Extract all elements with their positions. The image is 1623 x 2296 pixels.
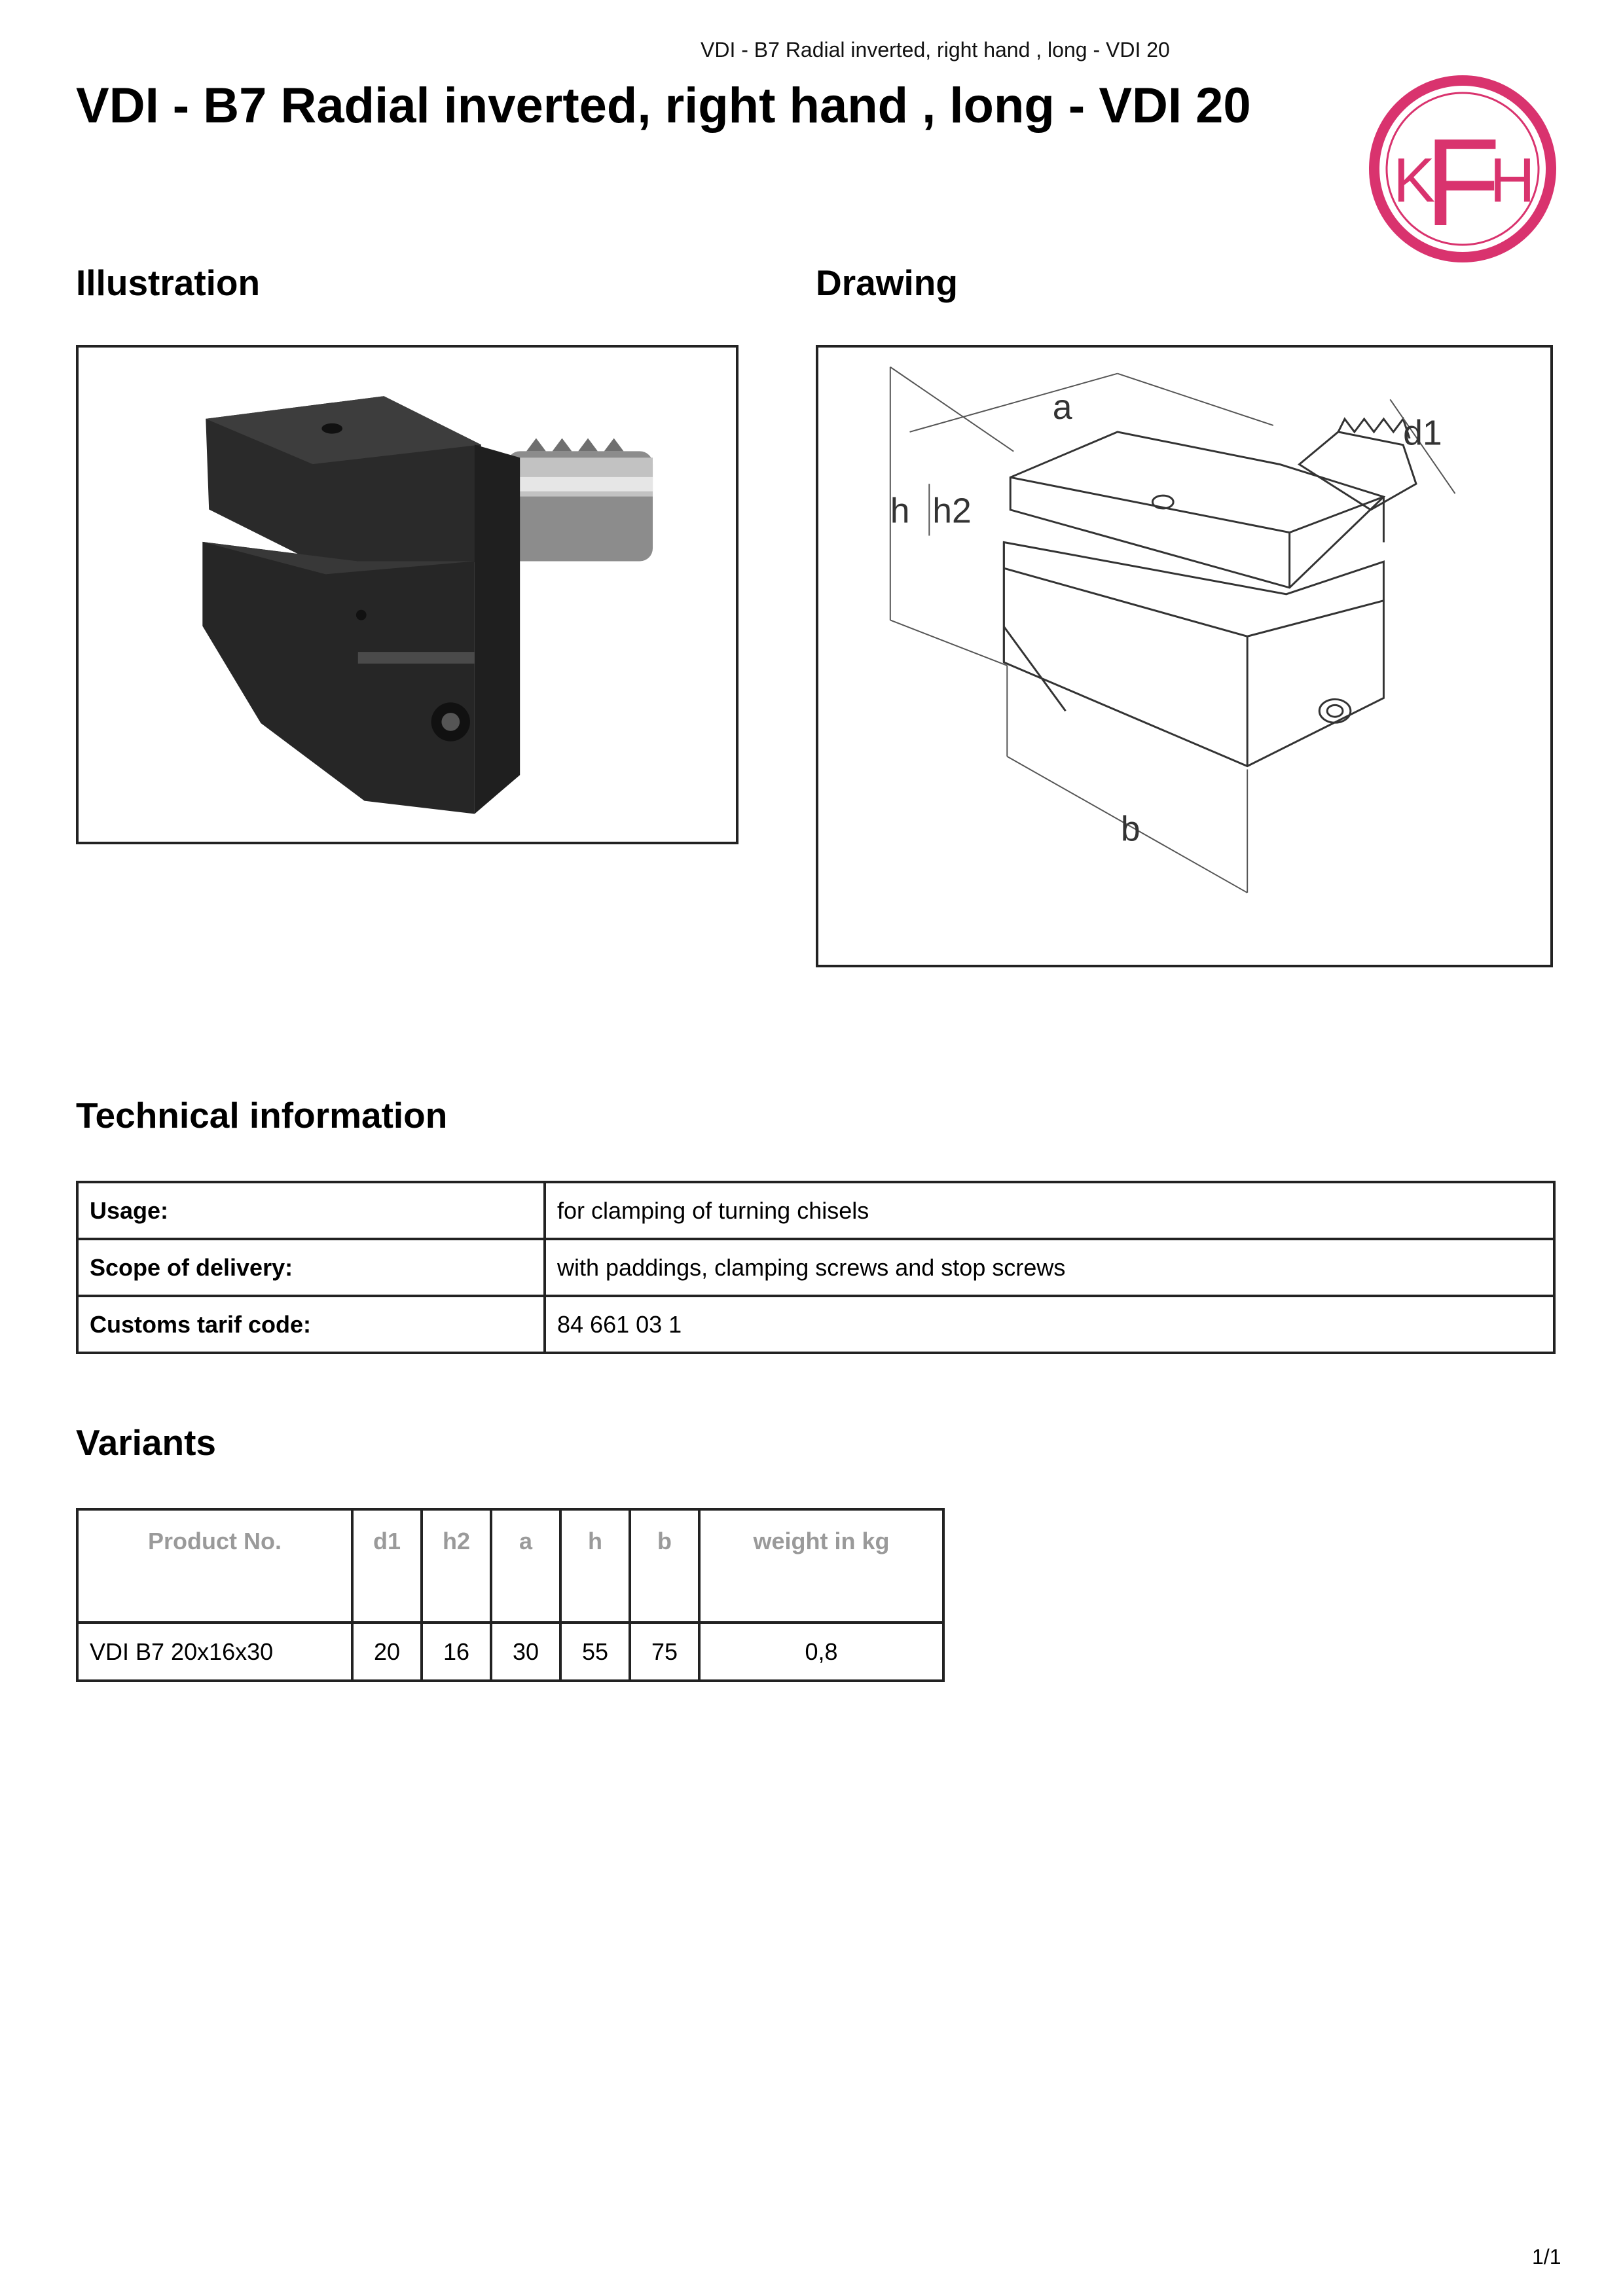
customs-value: 84 661 03 1 <box>545 1296 1554 1353</box>
dimension-label-b: b <box>1120 810 1140 849</box>
cell-product-no: VDI B7 20x16x30 <box>77 1623 352 1681</box>
page-number: 1/1 <box>1532 2245 1561 2269</box>
scope-label: Scope of delivery: <box>77 1239 545 1296</box>
dimension-label-d1: d1 <box>1403 414 1442 453</box>
usage-label: Usage: <box>77 1182 545 1239</box>
cell-h2: 16 <box>422 1623 491 1681</box>
technical-info-table <box>76 1181 1556 1354</box>
header-h: h <box>560 1509 630 1623</box>
table-row <box>77 1239 1554 1296</box>
scope-value: with paddings, clamping screws and stop screws <box>545 1239 1554 1296</box>
variants-heading: Variants <box>76 1422 217 1463</box>
dimension-label-h: h <box>890 492 910 531</box>
running-header: VDI - B7 Radial inverted, right hand , long - VDI 20 <box>701 38 1170 62</box>
illustration-frame <box>76 345 739 844</box>
logo-letter-f: F <box>1424 113 1501 252</box>
tool-holder-photo-icon <box>79 348 736 842</box>
page-title: VDI - B7 Radial inverted, right hand , long - VDI 20 <box>76 78 1251 134</box>
logo-graphic <box>1367 73 1558 264</box>
cell-h: 55 <box>560 1623 630 1681</box>
dimension-drawing-icon <box>818 348 1550 965</box>
header-d1: d1 <box>352 1509 422 1623</box>
header-a: a <box>491 1509 560 1623</box>
customs-label: Customs tarif code: <box>77 1296 545 1353</box>
table-row <box>77 1296 1554 1353</box>
dimension-label-a: a <box>1052 388 1072 427</box>
usage-value: for clamping of turning chisels <box>545 1182 1554 1239</box>
cell-weight: 0,8 <box>699 1623 943 1681</box>
drawing-heading: Drawing <box>816 262 958 303</box>
table-row <box>77 1623 943 1681</box>
table-header-row <box>77 1509 943 1623</box>
header-b: b <box>630 1509 699 1623</box>
illustration-heading: Illustration <box>76 262 261 303</box>
logo-letter-k: K <box>1393 145 1436 215</box>
cell-a: 30 <box>491 1623 560 1681</box>
header-h2: h2 <box>422 1509 491 1623</box>
kfh-logo <box>1367 73 1558 264</box>
cell-d1: 20 <box>352 1623 422 1681</box>
technical-heading: Technical information <box>76 1095 448 1136</box>
table-row <box>77 1182 1554 1239</box>
cell-b: 75 <box>630 1623 699 1681</box>
drawing-frame <box>816 345 1553 967</box>
logo-letter-h: H <box>1489 145 1535 215</box>
dimension-label-h2: h2 <box>932 492 972 531</box>
header-weight: weight in kg <box>699 1509 943 1623</box>
variants-table <box>76 1508 945 1682</box>
header-product-no: Product No. <box>77 1509 352 1623</box>
